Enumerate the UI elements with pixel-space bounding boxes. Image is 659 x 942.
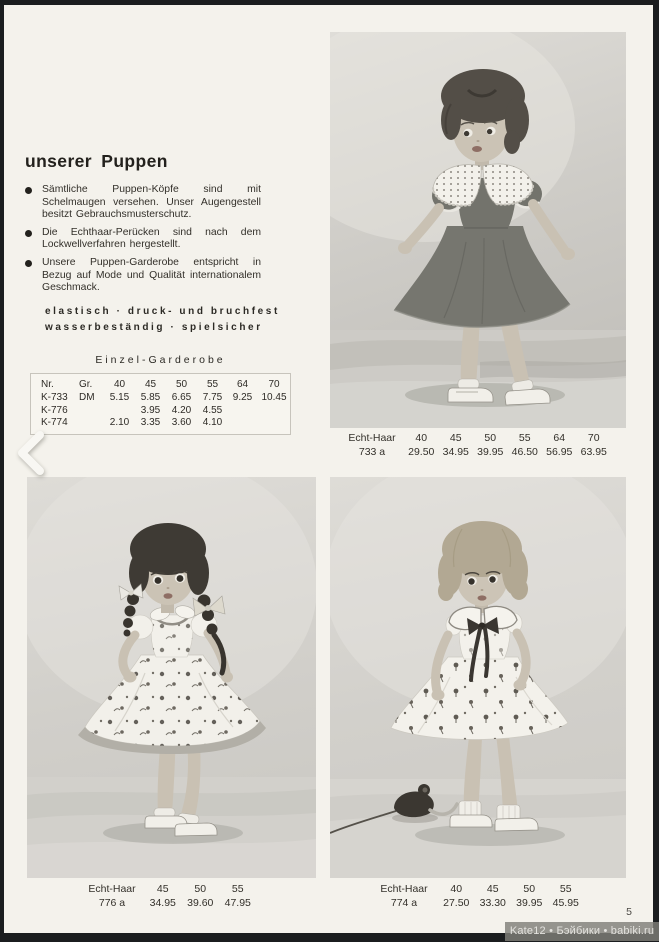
price-table xyxy=(30,373,291,435)
size-value: 40 xyxy=(415,432,428,444)
chevron-left-icon xyxy=(14,430,48,476)
price-value: 47.95 xyxy=(224,896,251,909)
size-value: 50 xyxy=(484,432,497,444)
bullet-icon xyxy=(25,187,32,194)
bullet-icon xyxy=(25,230,32,237)
price-value: 45.95 xyxy=(552,896,579,909)
caption-size-price xyxy=(182,883,220,910)
col-header: 45 xyxy=(144,379,157,390)
model-number: 776 a xyxy=(98,896,126,909)
price-value: 34.95 xyxy=(149,896,176,909)
table-cell: 3.95 xyxy=(140,404,161,416)
size-value: 45 xyxy=(156,883,169,895)
bullet-text: Die Echthaar-Perücken sind nach dem Lockwellverfahren hergestellt. xyxy=(42,226,261,251)
table-cell xyxy=(228,405,257,418)
doll-photo-776a xyxy=(27,477,316,878)
price-value: 33.30 xyxy=(479,896,506,909)
caption-size-price xyxy=(404,432,439,459)
col-header: 50 xyxy=(175,379,188,390)
table-cell xyxy=(257,417,291,430)
col-header: 40 xyxy=(113,379,126,390)
table-cell: 7.75 xyxy=(202,391,223,403)
caption-size-price xyxy=(508,432,543,459)
caption-label xyxy=(370,883,438,910)
slogan-line: elastisch · druck- und bruchfest xyxy=(45,306,280,317)
table-cell: 5.15 xyxy=(109,391,130,403)
caption-size-price xyxy=(548,883,585,910)
table-cell xyxy=(79,417,104,430)
page-number: 5 xyxy=(626,906,632,918)
price-value: 27.50 xyxy=(443,896,470,909)
table-cell: 6.65 xyxy=(171,391,192,403)
price-value: 46.50 xyxy=(511,445,538,458)
caption-size-price xyxy=(473,432,508,459)
list-item xyxy=(25,257,261,295)
price-value: 63.95 xyxy=(580,445,607,458)
col-header: 55 xyxy=(206,379,219,390)
model-number: 774 a xyxy=(390,896,418,909)
caption-size-price xyxy=(511,883,548,910)
table-cell: K-733 xyxy=(41,391,68,403)
table-cell: K-774 xyxy=(41,417,68,429)
caption-size-price xyxy=(439,432,474,459)
size-value: 45 xyxy=(486,883,499,895)
hair-type-label: Echt-Haar xyxy=(380,883,428,895)
price-value: 34.95 xyxy=(442,445,469,458)
table-cell: 4.10 xyxy=(202,417,223,429)
col-header: 70 xyxy=(268,379,280,390)
table-cell: 3.60 xyxy=(171,417,192,429)
caption-size-price xyxy=(475,883,512,910)
caption-size-price xyxy=(542,432,577,459)
col-header: Gr. xyxy=(79,379,93,390)
photo-caption-774a xyxy=(370,883,584,910)
photo-caption-776a xyxy=(80,883,257,910)
table-cell: K-776 xyxy=(41,404,68,416)
gallery-previous-button[interactable] xyxy=(14,430,48,476)
table-cell: 5.85 xyxy=(140,391,161,403)
size-value: 70 xyxy=(587,432,600,444)
price-table-title: Einzel-Garderobe xyxy=(95,354,226,366)
bullet-text: Sämtliche Puppen-Köpfe sind mit Schelmaugen versehen. Unser Augengestell besitzt Gebrauchsmusterschutz. xyxy=(42,184,261,221)
watermark: Kate12 • Бэйбики • babiki.ru xyxy=(505,922,659,941)
size-value: 64 xyxy=(553,432,566,444)
caption-size-price xyxy=(577,432,612,459)
table-cell: DM xyxy=(79,391,95,403)
price-value: 29.50 xyxy=(408,445,435,458)
size-value: 55 xyxy=(231,883,244,895)
bullet-text: Unsere Puppen-Garderobe entspricht in Bezug auf Mode und Qualität internationalem Geschmack. xyxy=(42,256,261,294)
col-header: 64 xyxy=(236,379,249,390)
price-value: 56.95 xyxy=(546,445,573,458)
photo-caption-733a xyxy=(340,432,611,459)
caption-label xyxy=(80,883,144,910)
price-value: 39.95 xyxy=(477,445,504,458)
table-cell: 10.45 xyxy=(261,391,287,403)
page-title: unserer Puppen xyxy=(25,151,168,171)
bullet-icon xyxy=(25,260,32,267)
price-value: 39.95 xyxy=(516,896,543,909)
caption-label xyxy=(340,432,404,459)
price-value: 39.60 xyxy=(187,896,214,909)
size-value: 50 xyxy=(523,883,536,895)
size-value: 55 xyxy=(559,883,572,895)
table-cell: 2.10 xyxy=(109,417,130,429)
table-cell xyxy=(104,405,135,418)
list-item xyxy=(25,227,261,252)
table-cell: 3.35 xyxy=(140,417,161,429)
doll-photo-733a xyxy=(330,32,626,428)
caption-size-price xyxy=(438,883,475,910)
col-header: Nr. xyxy=(41,379,54,390)
size-value: 55 xyxy=(518,432,531,444)
table-cell xyxy=(228,417,257,430)
slogan xyxy=(45,304,280,335)
catalog-page xyxy=(4,5,653,933)
table-cell: 4.55 xyxy=(202,404,223,416)
caption-size-price xyxy=(144,883,182,910)
hair-type-label: Echt-Haar xyxy=(88,883,136,895)
caption-size-price xyxy=(219,883,257,910)
list-item xyxy=(25,184,261,222)
hair-type-label: Echt-Haar xyxy=(348,432,396,444)
table-cell: 9.25 xyxy=(232,391,253,403)
feature-list xyxy=(25,184,261,300)
size-value: 45 xyxy=(449,432,462,444)
table-cell: 4.20 xyxy=(171,404,192,416)
slogan-line: wasserbeständig · spielsicher xyxy=(45,321,263,333)
doll-photo-774a xyxy=(330,477,626,878)
table-cell xyxy=(79,405,104,418)
model-number: 733 a xyxy=(358,445,386,458)
table-cell xyxy=(257,405,291,418)
size-value: 40 xyxy=(450,883,463,895)
price-table-grid xyxy=(41,379,290,430)
size-value: 50 xyxy=(194,883,207,895)
